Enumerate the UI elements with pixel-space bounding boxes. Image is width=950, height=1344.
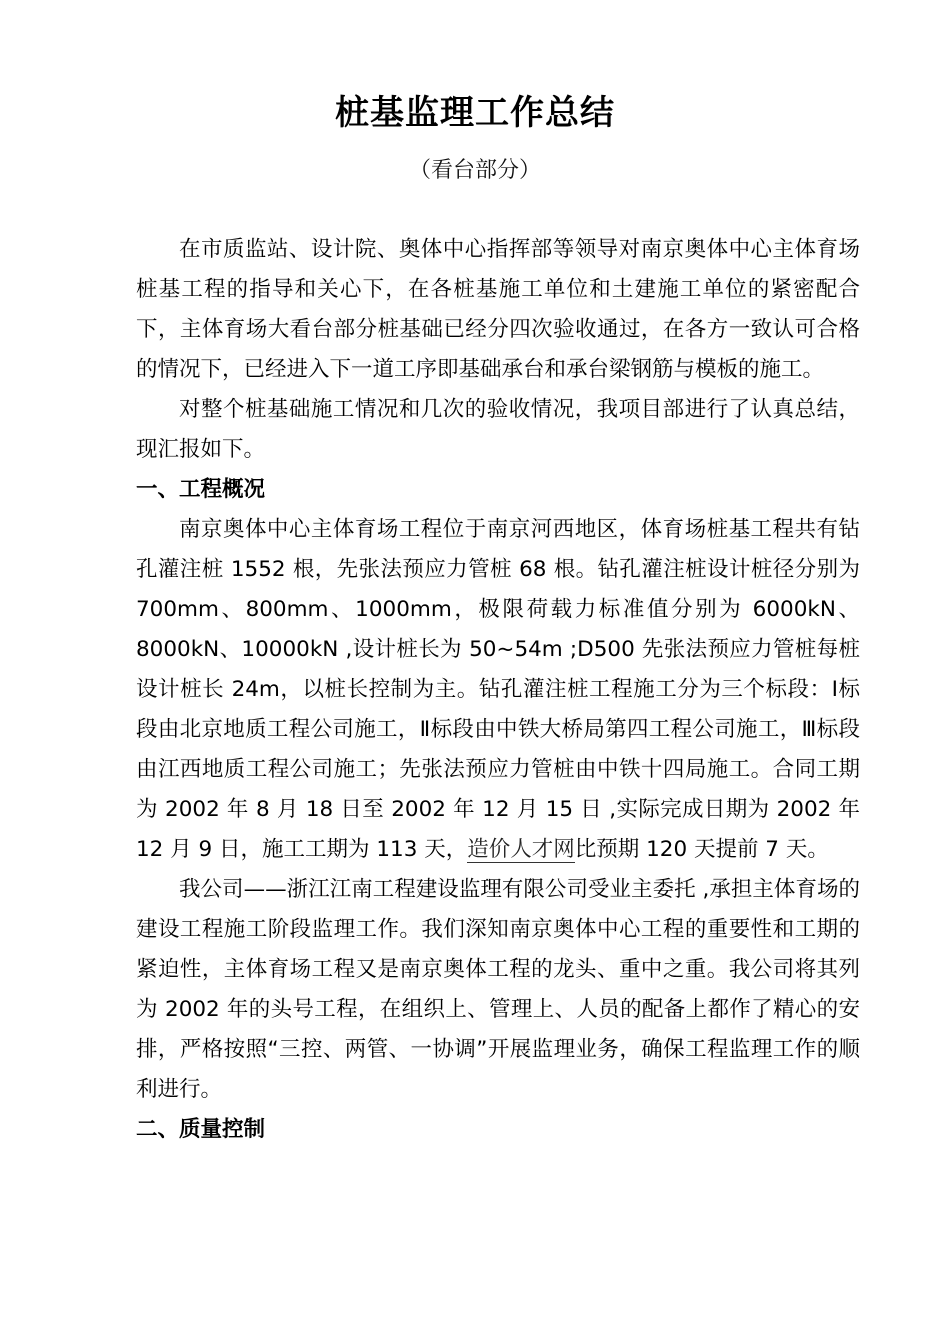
summary-paragraph: 对整个桩基础施工情况和几次的验收情况，我项目部进行了认真总结，现汇报如下。: [136, 397, 860, 462]
overview-paragraph: [136, 510, 860, 870]
document-subtitle: （看台部分）: [408, 158, 541, 183]
document-body: [136, 230, 860, 1150]
document-title: 桩基监理工作总结: [335, 93, 615, 133]
section-heading-quality: 二、质量控制: [136, 1117, 266, 1142]
overview-text-after: 比预期 120 天提前 7 天。: [574, 837, 829, 862]
overview-text-before: 南京奥体中心主体育场工程位于南京河西地区，体育场桩基工程共有钻孔灌注桩 1552 根，先张法预应力管桩 68 根。钻孔灌注桩设计桩径分别为 700mm、800mm、1000mm，极限荷载力标准值分别为 6000kN、8000kN、10000kN ,设计桩长为 50~54m ;D500 先张法预应力管桩每桩设计桩长 24m，以桩长控制为主。钻孔灌注桩工程施工分为三个标段：Ⅰ标段由北京地质工程公司施工，Ⅱ标段由中铁大桥局第四工程公司施工，Ⅲ标段由江西地质工程公司施工；先张法预应力管桩由中铁十四局施工。合同工期为 2002 年 8 月 18 日至 2002 年 12 月 15 日 ,实际完成日期为 2002 年 12 月 9 日，施工工期为 113 天，: [136, 517, 860, 862]
watermark-text: 造价人才网: [467, 837, 575, 862]
section-heading-overview: 一、工程概况: [136, 477, 266, 502]
company-paragraph: 我公司——浙江江南工程建设监理有限公司受业主委托 ,承担主体育场的建设工程施工阶段监理工作。我们深知南京奥体中心工程的重要性和工期的紧迫性，主体育场工程又是南京奥体工程的龙头、重中之重。我公司将其列为 2002 年的头号工程，在组织上、管理上、人员的配备上都作了精心的安排，严格按照“三控、两管、一协调”开展监理业务，确保工程监理工作的顺利进行。: [136, 877, 860, 1102]
intro-paragraph: 在市质监站、设计院、奥体中心指挥部等领导对南京奥体中心主体育场桩基工程的指导和关心下，在各桩基施工单位和土建施工单位的紧密配合下，主体育场大看台部分桩基础已经分四次验收通过，在各方一致认可合格的情况下，已经进入下一道工序即基础承台和承台梁钢筋与模板的施工。: [136, 237, 860, 382]
